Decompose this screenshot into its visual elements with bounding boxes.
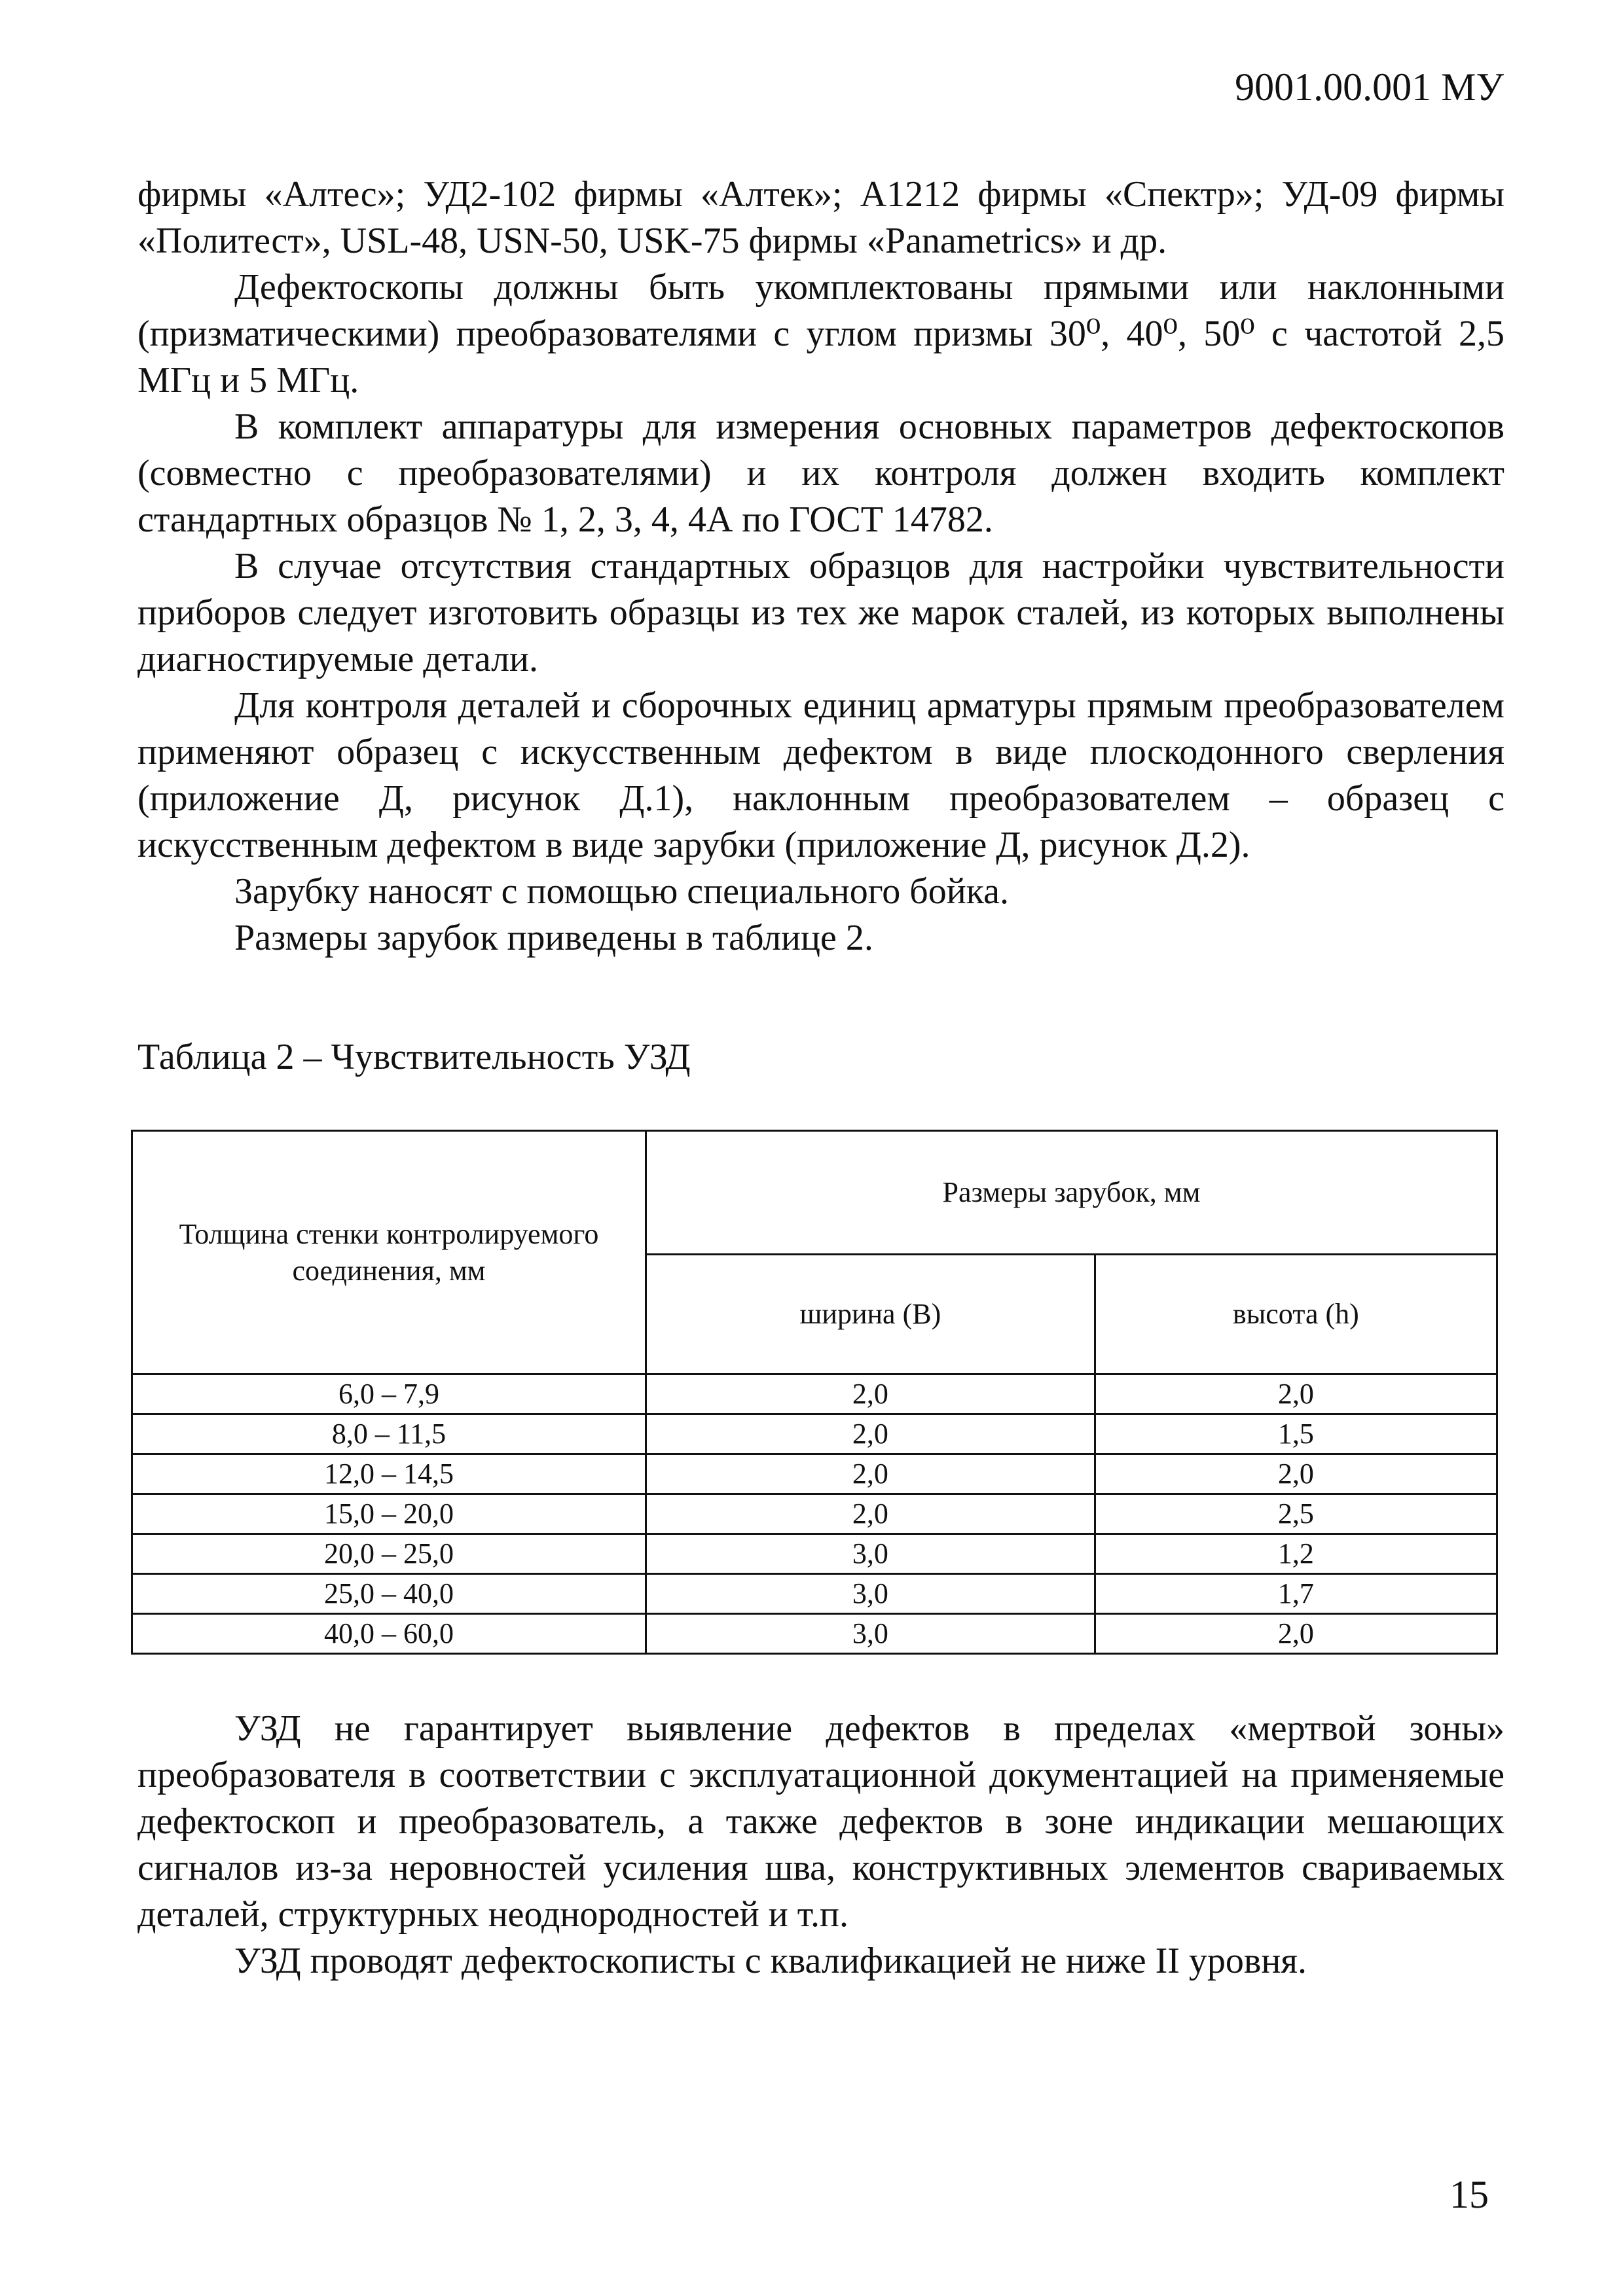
paragraph-transducers: Дефектоскопы должны быть укомплектованы прямыми или наклонными (призматическими) преобразователями с углом призмы 30⁰, 40⁰, 50⁰ с частотой 2,5 МГц и 5 МГц. [137, 267, 1504, 401]
cell-width: 2,0 [646, 1374, 1095, 1414]
table-row [132, 1414, 1497, 1454]
bottom-text-block [137, 1706, 1504, 1984]
cell-thickness: 20,0 – 25,0 [132, 1534, 646, 1574]
header-notch-sizes: Размеры зарубок, мм [646, 1131, 1497, 1255]
paragraph-dead-zone: УЗД не гарантирует выявление дефектов в пределах «мертвой зоны» преобразователя в соответствии с эксплуатационной документацией на применяемые дефектоскоп и преобразователь, а также дефектов в зоне индикации мешающих сигналов из-за неровностей усиления шва, конструктивных элементов свариваемых деталей, структурных неоднородностей и т.п. [137, 1708, 1504, 1935]
paragraph-flaw-detector-list: фирмы «Алтес»; УД2-102 фирмы «Алтек»; A1212 фирмы «Спектр»; УД-09 фирмы «Политест», USL-48, USN-50, USK-75 фирмы «Panametrics» и др. [137, 174, 1504, 261]
paragraph-artificial-defect: Для контроля деталей и сборочных единиц арматуры прямым преобразователем применяют образец с искусственным дефектом в виде плоскодонного сверления (приложение Д, рисунок Д.1), наклонным преобразователем – образец с искусственным дефектом в виде зарубки (приложение Д, рисунок Д.2). [137, 685, 1504, 865]
cell-height: 2,0 [1095, 1614, 1497, 1654]
cell-width: 2,0 [646, 1414, 1095, 1454]
paragraph-qualification: УЗД проводят дефектоскописты с квалификацией не ниже II уровня. [234, 1941, 1307, 1981]
paragraph-notch-tool: Зарубку наносят с помощью специального бойка. [234, 871, 1009, 912]
cell-width: 2,0 [646, 1454, 1095, 1494]
cell-height: 2,0 [1095, 1374, 1497, 1414]
document-code: 9001.00.001 МУ [1235, 65, 1504, 109]
table-row [132, 1574, 1497, 1614]
cell-thickness: 12,0 – 14,5 [132, 1454, 646, 1494]
cell-thickness: 25,0 – 40,0 [132, 1574, 646, 1614]
header-notch-width: ширина (В) [646, 1255, 1095, 1374]
table-row [132, 1614, 1497, 1654]
cell-thickness: 40,0 – 60,0 [132, 1614, 646, 1654]
cell-width: 3,0 [646, 1614, 1095, 1654]
header-notch-height: высота (h) [1095, 1255, 1497, 1374]
cell-thickness: 15,0 – 20,0 [132, 1494, 646, 1534]
table-caption: Таблица 2 – Чувствительность УЗД [137, 1037, 691, 1077]
cell-width: 2,0 [646, 1494, 1095, 1534]
cell-height: 2,5 [1095, 1494, 1497, 1534]
sensitivity-table [131, 1130, 1498, 1655]
cell-width: 3,0 [646, 1534, 1095, 1574]
header-wall-thickness: Толщина стенки контролируемого соединения, мм [132, 1131, 646, 1374]
table-row [132, 1494, 1497, 1534]
paragraph-missing-samples: В случае отсутствия стандартных образцов для настройки чувствительности приборов следует изготовить образцы из тех же марок сталей, из которых выполнены диагностируемые детали. [137, 546, 1504, 679]
table-row [132, 1454, 1497, 1494]
cell-height: 2,0 [1095, 1454, 1497, 1494]
paragraph-notch-sizes-ref: Размеры зарубок приведены в таблице 2. [234, 918, 873, 958]
cell-height: 1,7 [1095, 1574, 1497, 1614]
table-row [132, 1534, 1497, 1574]
cell-width: 3,0 [646, 1574, 1095, 1614]
cell-thickness: 6,0 – 7,9 [132, 1374, 646, 1414]
top-text-block [137, 171, 1504, 961]
paragraph-standard-samples: В комплект аппаратуры для измерения основных параметров дефектоскопов (совместно с преобразователями) и их контроля должен входить комплект стандартных образцов № 1, 2, 3, 4, 4А по ГОСТ 14782. [137, 406, 1504, 540]
cell-thickness: 8,0 – 11,5 [132, 1414, 646, 1454]
page-number: 15 [1450, 2173, 1489, 2216]
table-row [132, 1374, 1497, 1414]
cell-height: 1,5 [1095, 1414, 1497, 1454]
cell-height: 1,2 [1095, 1534, 1497, 1574]
